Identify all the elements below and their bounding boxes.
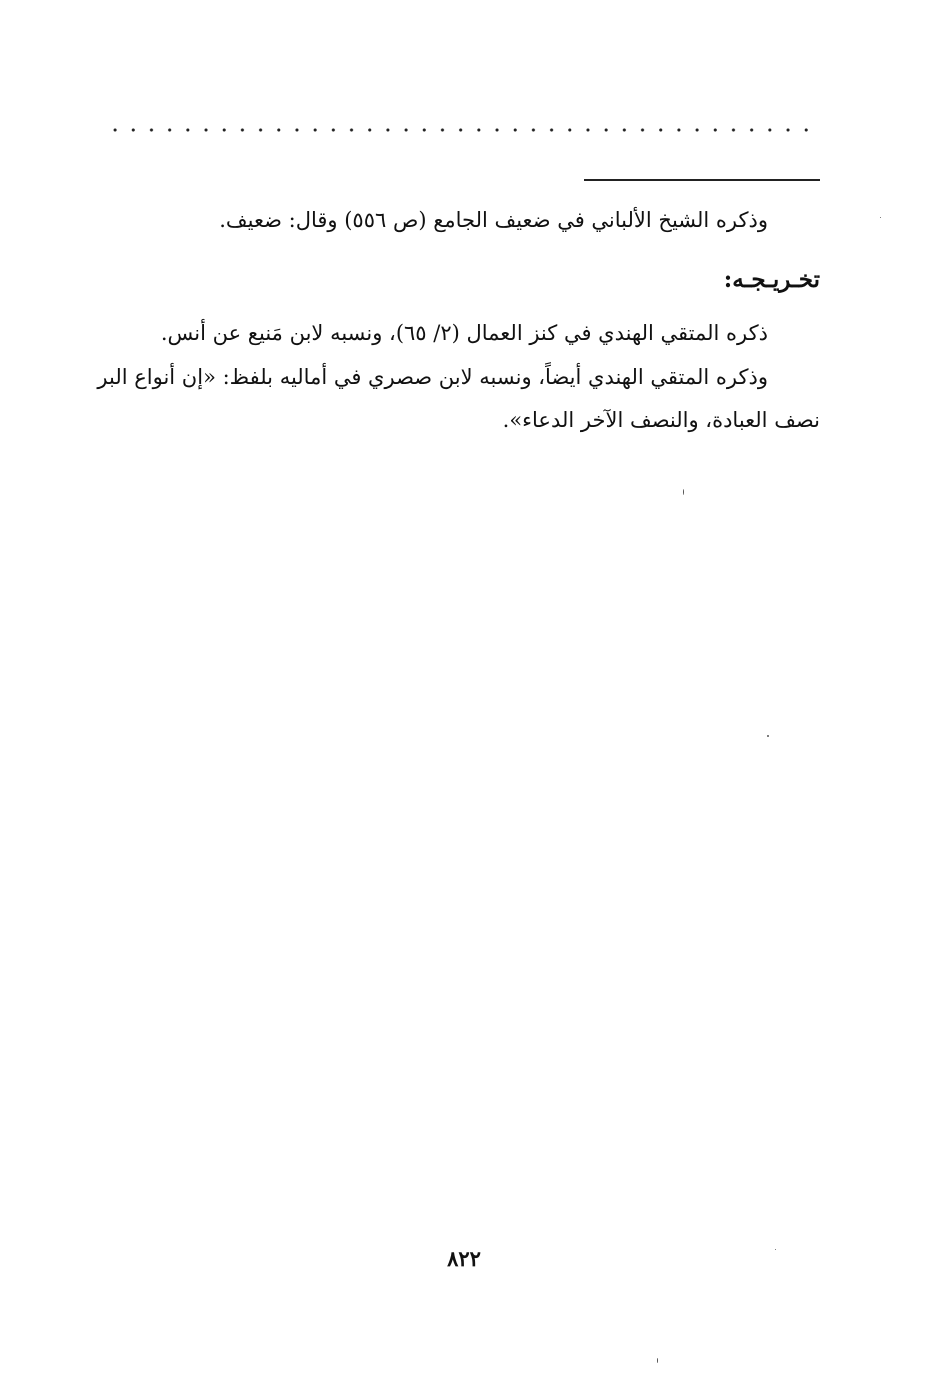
takhrij-paragraph-2-line-1: وذكره المتقي الهندي أيضاً، ونسبه لابن صصري في أماليه بلفظ: «إن أنواع البر	[97, 365, 768, 389]
scan-speck	[775, 1249, 776, 1250]
footnote-text: وذكره الشيخ الألباني في ضعيف الجامع (ص ٥٥٦) وقال: ضعيف.	[219, 208, 768, 232]
takhrij-paragraph-1: ذكره المتقي الهندي في كنز العمال (٢/ ٦٥)، ونسبه لابن مَنيع عن أنس.	[160, 321, 768, 345]
dotted-separator	[106, 126, 818, 134]
scan-speck	[657, 1358, 658, 1363]
scan-speck	[880, 217, 881, 218]
scan-speck	[767, 735, 769, 737]
scan-speck	[683, 489, 684, 495]
footnote-rule	[584, 179, 820, 181]
takhrij-paragraph-2-line-2: نصف العبادة، والنصف الآخر الدعاء».	[502, 408, 820, 432]
page-number: ٨٢٢	[447, 1246, 481, 1271]
section-heading: تخـريـجـه:	[723, 266, 820, 293]
